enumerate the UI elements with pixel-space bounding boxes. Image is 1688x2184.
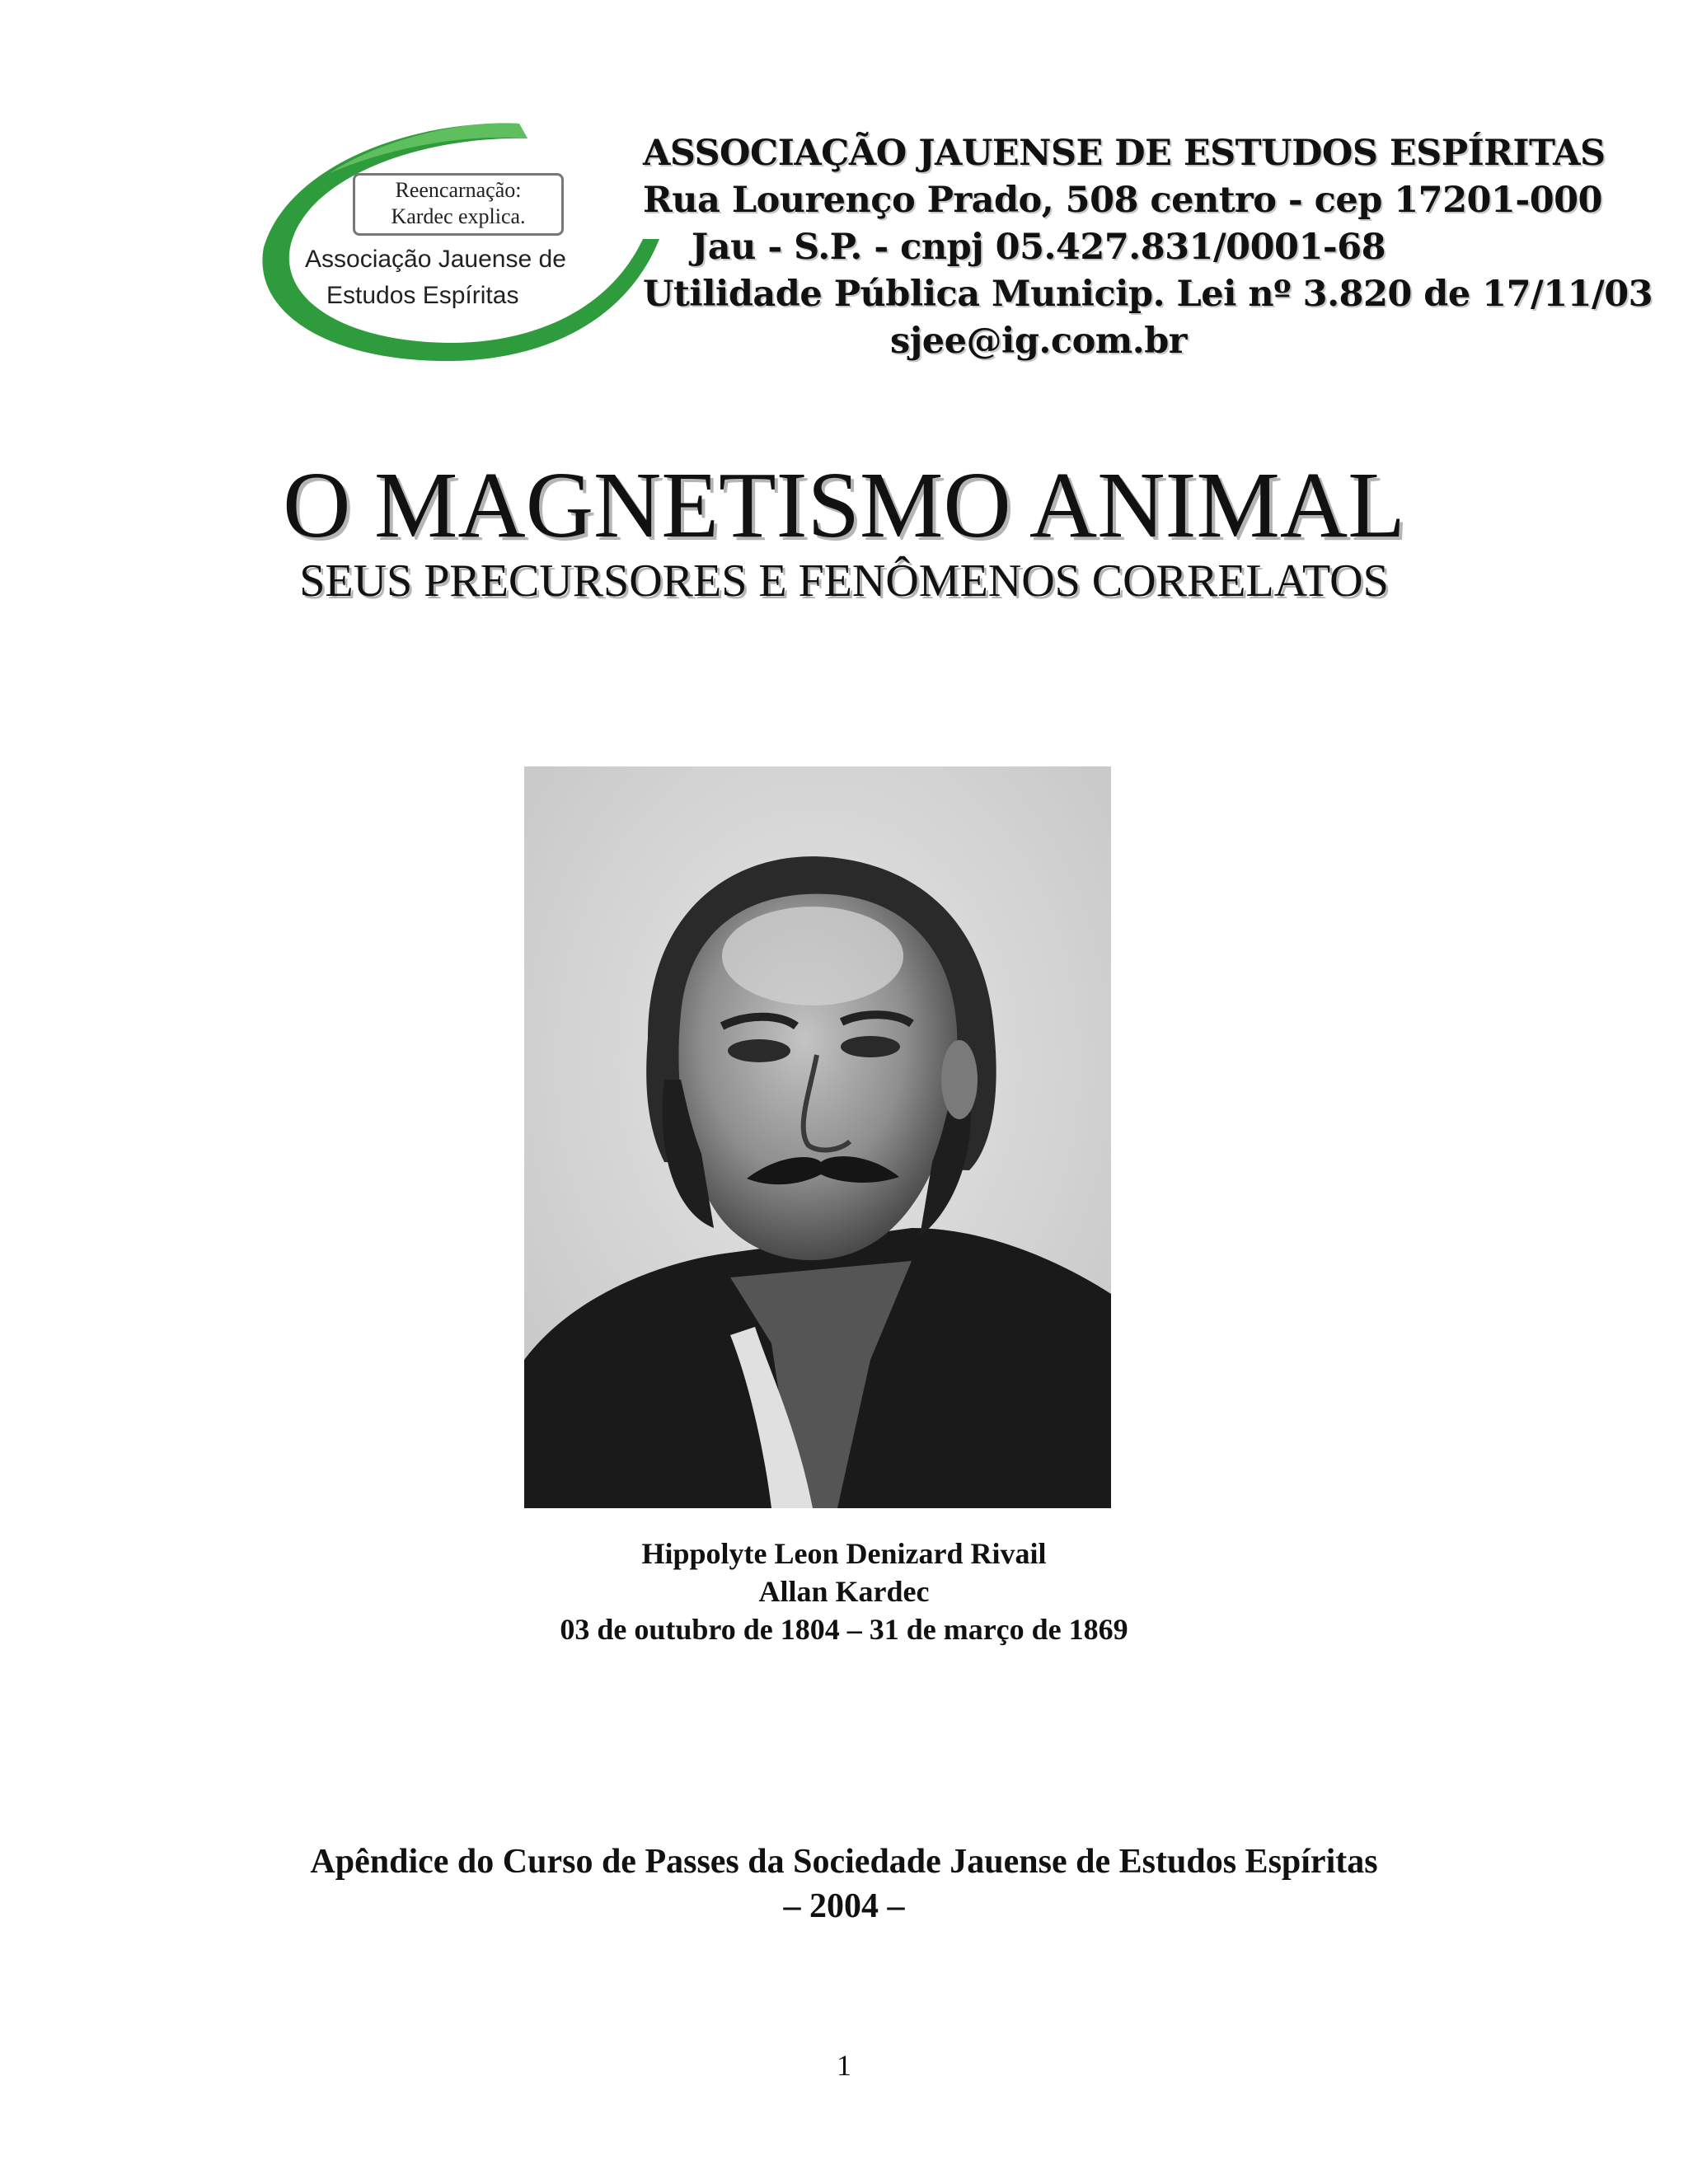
logo-tagline-line2: Kardec explica.	[391, 204, 526, 228]
caption-dates: 03 de outubro de 1804 – 31 de março de 1869	[560, 1613, 1128, 1646]
logo-name-line2: Estudos Espíritas	[326, 282, 519, 309]
caption-alias: Allan Kardec	[758, 1575, 930, 1608]
logo-tagline-box	[353, 173, 564, 236]
portrait-caption	[0, 1535, 1688, 1648]
footer-line1: Apêndice do Curso de Passes da Sociedade Jauense de Estudos Espíritas	[310, 1843, 1378, 1881]
org-city-cnpj: Jau - S.P. - cnpj 05.427.831/0001-68	[691, 227, 1386, 268]
portrait-photo-icon	[524, 766, 1111, 1508]
org-law: Utilidade Pública Municip. Lei nº 3.820 de 17/11/03	[643, 274, 1653, 315]
org-name: ASSOCIAÇÃO JAUENSE DE ESTUDOS ESPÍRITAS	[643, 133, 1606, 174]
caption-name: Hippolyte Leon Denizard Rivail	[641, 1537, 1047, 1570]
page-number: 1	[837, 2049, 851, 2082]
organization-header	[643, 130, 1653, 365]
page-title: O MAGNETISMO ANIMAL	[283, 452, 1405, 557]
green-ring-icon	[256, 115, 668, 371]
logo-name-line1: Associação Jauense de	[305, 246, 566, 273]
organization-logo	[256, 115, 668, 371]
portrait-photo	[524, 766, 1111, 1508]
logo-tagline-line1: Reencarnação:	[395, 178, 522, 202]
footer-year: – 2004 –	[783, 1887, 905, 1925]
page-subtitle: SEUS PRECURSORES E FENÔMENOS CORRELATOS	[299, 555, 1389, 607]
org-email: sjee@ig.com.br	[890, 321, 1187, 362]
org-address: Rua Lourenço Prado, 508 centro - cep 17201-000	[643, 180, 1602, 221]
document-footer	[0, 1840, 1688, 1929]
